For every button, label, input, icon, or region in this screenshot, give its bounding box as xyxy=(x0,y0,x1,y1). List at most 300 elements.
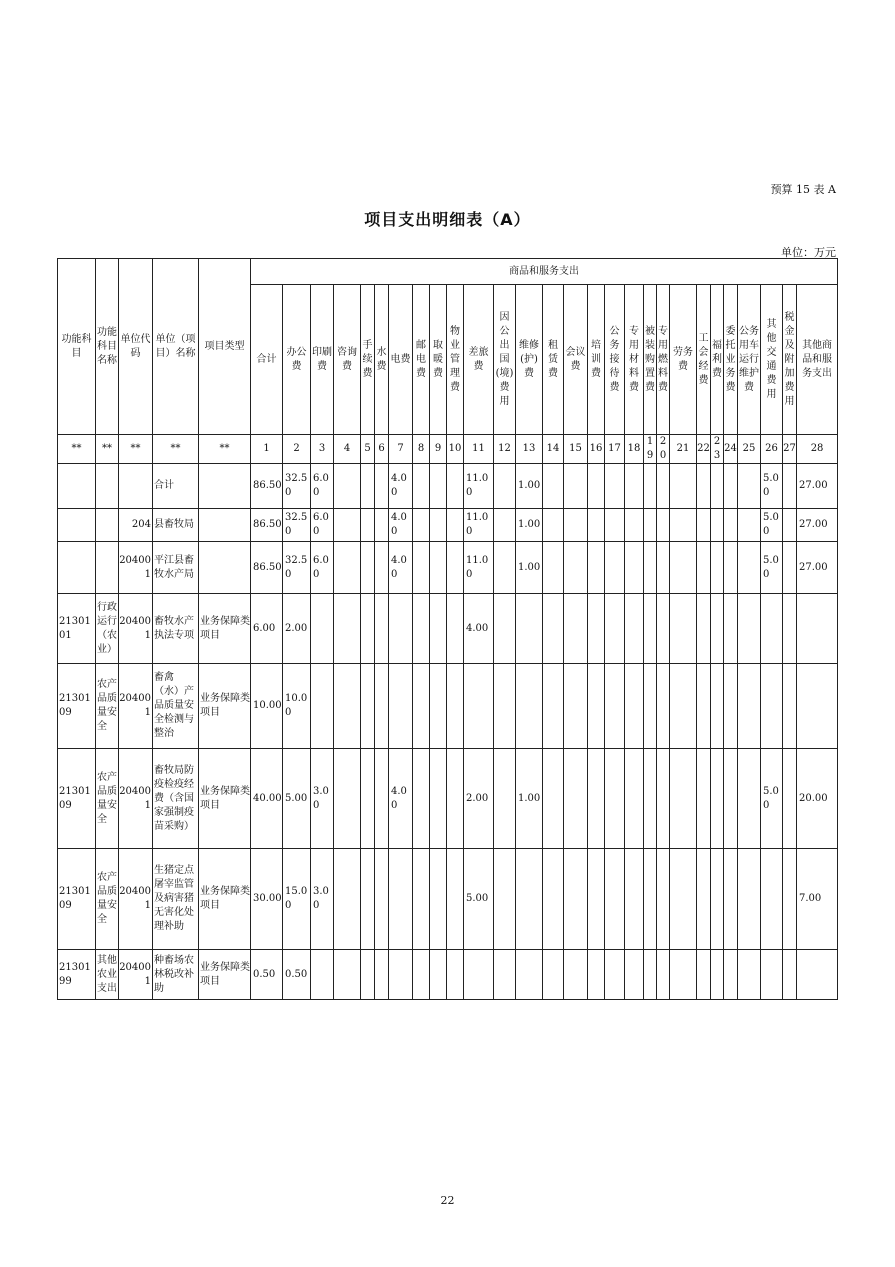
cell-value xyxy=(494,849,516,950)
cell-value xyxy=(413,542,430,594)
cell-value xyxy=(361,594,375,664)
cell-value xyxy=(697,664,711,749)
cell-unit-name: 种畜场农林税改补助 xyxy=(153,950,199,1000)
cell-func-name: 农产品质量安全 xyxy=(96,749,119,849)
table-row xyxy=(58,950,838,1000)
cell-value xyxy=(564,749,588,849)
cell-value xyxy=(670,509,697,542)
column-header: 因公出国(境)费用 xyxy=(494,285,516,435)
cell-value xyxy=(494,749,516,849)
cell-value xyxy=(516,664,543,749)
cell-value xyxy=(447,849,464,950)
cell-value xyxy=(605,664,625,749)
table-row xyxy=(58,509,838,542)
cell-value xyxy=(494,542,516,594)
cell-value xyxy=(516,594,543,664)
cell-value xyxy=(711,464,724,509)
cell-value xyxy=(447,509,464,542)
cell-value xyxy=(711,950,724,1000)
cell-value: 4.00 xyxy=(389,464,413,509)
cell-value xyxy=(605,594,625,664)
cell-value xyxy=(494,664,516,749)
cell-value xyxy=(564,594,588,664)
cell-value xyxy=(724,594,738,664)
cell-value xyxy=(447,749,464,849)
cell-value xyxy=(564,664,588,749)
cell-value xyxy=(375,950,389,1000)
index-cell: 17 xyxy=(605,435,625,464)
cell-func-name: 农产品质量安全 xyxy=(96,849,119,950)
cell-value xyxy=(430,542,447,594)
cell-value xyxy=(389,849,413,950)
cell-func-code xyxy=(58,509,96,542)
cell-value: 4.00 xyxy=(389,542,413,594)
cell-value: 11.00 xyxy=(464,509,494,542)
column-header: 其他交通费用 xyxy=(761,285,783,435)
cell-func-name: 农产品质量安全 xyxy=(96,664,119,749)
cell-value xyxy=(494,950,516,1000)
cell-value: 5.00 xyxy=(464,849,494,950)
index-cell: 22 xyxy=(697,435,711,464)
cell-value xyxy=(657,464,670,509)
column-header: 租赁费 xyxy=(543,285,564,435)
cell-value xyxy=(311,594,334,664)
cell-unit-name: 平江县畜牧水产局 xyxy=(153,542,199,594)
cell-value: 27.00 xyxy=(797,542,838,594)
cell-func-code: 2130199 xyxy=(58,950,96,1000)
cell-value xyxy=(625,509,644,542)
cell-value xyxy=(644,509,657,542)
column-header: 水费 xyxy=(375,285,389,435)
cell-unit-code: 204001 xyxy=(119,664,153,749)
cell-value xyxy=(430,509,447,542)
cell-value xyxy=(375,849,389,950)
cell-value xyxy=(724,542,738,594)
cell-value xyxy=(334,664,361,749)
cell-value xyxy=(761,950,783,1000)
cell-value xyxy=(447,950,464,1000)
cell-value xyxy=(711,664,724,749)
index-cell: 25 xyxy=(738,435,761,464)
cell-value xyxy=(605,542,625,594)
cell-value xyxy=(657,509,670,542)
cell-value xyxy=(644,464,657,509)
cell-value xyxy=(413,664,430,749)
cell-value xyxy=(711,749,724,849)
table-row xyxy=(58,749,838,849)
unit-label: 单位：万元 xyxy=(781,246,836,259)
index-cell: 12 xyxy=(494,435,516,464)
cell-value xyxy=(447,542,464,594)
cell-proj-type: 业务保障类项目 xyxy=(199,749,251,849)
cell-value xyxy=(361,664,375,749)
cell-value xyxy=(711,849,724,950)
cell-value xyxy=(588,664,605,749)
cell-value xyxy=(334,542,361,594)
cell-value xyxy=(797,664,838,749)
cell-value xyxy=(644,542,657,594)
cell-value: 32.50 xyxy=(283,542,311,594)
cell-value xyxy=(543,749,564,849)
cell-value xyxy=(625,749,644,849)
cell-value xyxy=(724,950,738,1000)
cell-value xyxy=(605,749,625,849)
cell-value: 15.00 xyxy=(283,849,311,950)
cell-value xyxy=(413,749,430,849)
column-header: 维修(护)费 xyxy=(516,285,543,435)
cell-value xyxy=(738,464,761,509)
cell-value xyxy=(644,950,657,1000)
cell-value xyxy=(783,464,797,509)
cell-value xyxy=(588,849,605,950)
cell-value xyxy=(430,849,447,950)
cell-value xyxy=(697,849,711,950)
cell-value xyxy=(464,950,494,1000)
cell-value xyxy=(375,542,389,594)
cell-value xyxy=(657,542,670,594)
cell-value xyxy=(697,464,711,509)
table-row xyxy=(58,464,838,509)
cell-unit-code: 204001 xyxy=(119,594,153,664)
cell-func-code xyxy=(58,464,96,509)
cell-unit-name: 畜牧水产执法专项 xyxy=(153,594,199,664)
cell-value xyxy=(543,594,564,664)
column-header: 工会经费 xyxy=(697,285,711,435)
cell-proj-type xyxy=(199,542,251,594)
cell-value xyxy=(311,950,334,1000)
cell-proj-type: 业务保障类项目 xyxy=(199,849,251,950)
index-cell: 6 xyxy=(375,435,389,464)
cell-value xyxy=(389,664,413,749)
index-cell: 27 xyxy=(783,435,797,464)
cell-value xyxy=(697,594,711,664)
cell-value: 10.00 xyxy=(251,664,283,749)
index-cell: 13 xyxy=(516,435,543,464)
cell-value: 32.50 xyxy=(283,464,311,509)
cell-value xyxy=(588,950,605,1000)
cell-unit-name: 畜禽（水）产品质量安全检测与整治 xyxy=(153,664,199,749)
cell-value: 1.00 xyxy=(516,464,543,509)
table-row xyxy=(58,542,838,594)
table-row xyxy=(58,849,838,950)
cell-value xyxy=(389,950,413,1000)
index-cell: 8 xyxy=(413,435,430,464)
index-cell: 10 xyxy=(447,435,464,464)
header-unit-code: 单位代码 xyxy=(119,259,153,435)
cell-value xyxy=(588,542,605,594)
cell-value xyxy=(311,664,334,749)
cell-value xyxy=(738,542,761,594)
cell-value xyxy=(413,509,430,542)
cell-value xyxy=(711,594,724,664)
index-cell: 2 xyxy=(283,435,311,464)
cell-func-code: 2130109 xyxy=(58,664,96,749)
cell-value: 86.50 xyxy=(251,509,283,542)
index-cell: 16 xyxy=(588,435,605,464)
cell-value xyxy=(430,749,447,849)
index-cell: 26 xyxy=(761,435,783,464)
cell-value xyxy=(697,749,711,849)
column-header: 印刷费 xyxy=(311,285,334,435)
cell-value xyxy=(334,849,361,950)
cell-func-name: 行政运行（农业） xyxy=(96,594,119,664)
index-cell: 1 xyxy=(251,435,283,464)
index-cell: 15 xyxy=(564,435,588,464)
cell-value xyxy=(494,594,516,664)
cell-proj-type xyxy=(199,464,251,509)
column-header: 电费 xyxy=(389,285,413,435)
cell-func-code: 2130109 xyxy=(58,849,96,950)
cell-value xyxy=(605,849,625,950)
cell-value xyxy=(711,542,724,594)
cell-unit-name: 县畜牧局 xyxy=(153,509,199,542)
cell-value xyxy=(430,594,447,664)
cell-value xyxy=(738,950,761,1000)
index-cell: 4 xyxy=(334,435,361,464)
cell-value xyxy=(334,594,361,664)
cell-value xyxy=(711,509,724,542)
cell-value xyxy=(361,950,375,1000)
cell-unit-name: 合计 xyxy=(153,464,199,509)
cell-func-code: 2130109 xyxy=(58,749,96,849)
cell-value: 4.00 xyxy=(389,749,413,849)
cell-value xyxy=(724,849,738,950)
cell-value: 40.00 xyxy=(251,749,283,849)
cell-value xyxy=(670,542,697,594)
cell-value xyxy=(783,664,797,749)
cell-unit-code: 204001 xyxy=(119,749,153,849)
cell-value xyxy=(724,464,738,509)
cell-value xyxy=(494,509,516,542)
cell-value xyxy=(738,749,761,849)
cell-value xyxy=(543,542,564,594)
cell-func-name: 其他农业支出 xyxy=(96,950,119,1000)
cell-value xyxy=(625,594,644,664)
column-header: 手续费 xyxy=(361,285,375,435)
cell-value xyxy=(564,464,588,509)
column-header: 福利费 xyxy=(711,285,724,435)
index-cell: ** xyxy=(119,435,153,464)
cell-value xyxy=(334,749,361,849)
cell-value xyxy=(430,664,447,749)
column-header: 公务接待费 xyxy=(605,285,625,435)
column-header: 劳务费 xyxy=(670,285,697,435)
table-row xyxy=(58,664,838,749)
cell-unit-name: 生猪定点屠宰监管及病害猪无害化处理补助 xyxy=(153,849,199,950)
cell-value: 3.00 xyxy=(311,849,334,950)
index-cell: ** xyxy=(153,435,199,464)
cell-value: 5.00 xyxy=(761,464,783,509)
cell-value xyxy=(447,664,464,749)
table-code: 预算 15 表 A xyxy=(770,183,836,196)
cell-value xyxy=(783,594,797,664)
cell-value xyxy=(464,664,494,749)
index-cell: 20 xyxy=(657,435,670,464)
column-header: 物业管理费 xyxy=(447,285,464,435)
cell-value xyxy=(361,464,375,509)
column-header: 培训费 xyxy=(588,285,605,435)
cell-value: 0.50 xyxy=(283,950,311,1000)
cell-value xyxy=(605,950,625,1000)
cell-value: 7.00 xyxy=(797,849,838,950)
expense-table xyxy=(57,258,838,1000)
header-func-name: 功能科目名称 xyxy=(96,259,119,435)
cell-value xyxy=(389,594,413,664)
cell-value xyxy=(564,950,588,1000)
cell-value xyxy=(375,749,389,849)
column-header: 取暖费 xyxy=(430,285,447,435)
cell-value xyxy=(361,849,375,950)
cell-value xyxy=(625,849,644,950)
cell-proj-type: 业务保障类项目 xyxy=(199,664,251,749)
page-number: 22 xyxy=(440,1194,455,1207)
cell-value xyxy=(605,509,625,542)
header-group: 商品和服务支出 xyxy=(251,259,838,285)
cell-value xyxy=(797,594,838,664)
cell-value xyxy=(724,749,738,849)
cell-value xyxy=(447,464,464,509)
cell-value xyxy=(413,594,430,664)
cell-value xyxy=(375,594,389,664)
cell-value xyxy=(670,664,697,749)
cell-value xyxy=(625,464,644,509)
cell-value xyxy=(761,664,783,749)
cell-value xyxy=(670,464,697,509)
cell-value: 6.00 xyxy=(251,594,283,664)
page-title: 项目支出明细表（A） xyxy=(364,210,531,229)
cell-value xyxy=(761,594,783,664)
cell-value: 5.00 xyxy=(761,749,783,849)
cell-value xyxy=(657,849,670,950)
column-header: 邮电费 xyxy=(413,285,430,435)
cell-unit-code: 204001 xyxy=(119,542,153,594)
cell-value xyxy=(644,664,657,749)
cell-value xyxy=(697,509,711,542)
cell-value xyxy=(564,509,588,542)
cell-value xyxy=(588,594,605,664)
column-header: 委托业务费 xyxy=(724,285,738,435)
cell-value xyxy=(657,664,670,749)
cell-value xyxy=(625,664,644,749)
cell-value: 30.00 xyxy=(251,849,283,950)
cell-value xyxy=(564,542,588,594)
cell-value xyxy=(516,849,543,950)
cell-value xyxy=(588,509,605,542)
cell-value: 5.00 xyxy=(761,509,783,542)
cell-value: 27.00 xyxy=(797,509,838,542)
cell-value xyxy=(738,664,761,749)
index-cell: ** xyxy=(199,435,251,464)
cell-value: 1.00 xyxy=(516,509,543,542)
cell-value: 6.00 xyxy=(311,509,334,542)
cell-value xyxy=(657,594,670,664)
table-row xyxy=(58,594,838,664)
cell-value xyxy=(783,950,797,1000)
cell-unit-code: 204 xyxy=(119,509,153,542)
column-header: 合计 xyxy=(251,285,283,435)
column-header: 差旅费 xyxy=(464,285,494,435)
cell-value: 3.00 xyxy=(311,749,334,849)
cell-value xyxy=(670,950,697,1000)
cell-value xyxy=(494,464,516,509)
cell-value xyxy=(543,464,564,509)
cell-func-name xyxy=(96,509,119,542)
cell-value xyxy=(783,509,797,542)
cell-value xyxy=(670,849,697,950)
cell-value xyxy=(625,950,644,1000)
cell-value xyxy=(413,464,430,509)
cell-value: 5.00 xyxy=(761,542,783,594)
cell-value: 2.00 xyxy=(283,594,311,664)
column-header: 专用燃料费 xyxy=(657,285,670,435)
index-cell: 19 xyxy=(644,435,657,464)
cell-value xyxy=(761,849,783,950)
cell-value xyxy=(657,749,670,849)
cell-value: 4.00 xyxy=(389,509,413,542)
column-header: 办公费 xyxy=(283,285,311,435)
cell-value: 27.00 xyxy=(797,464,838,509)
cell-value xyxy=(413,849,430,950)
cell-value xyxy=(430,464,447,509)
cell-value xyxy=(375,664,389,749)
cell-value xyxy=(797,950,838,1000)
column-header: 专用材料费 xyxy=(625,285,644,435)
header-func-code: 功能科目 xyxy=(58,259,96,435)
column-header: 咨询费 xyxy=(334,285,361,435)
index-cell: ** xyxy=(58,435,96,464)
cell-value: 10.00 xyxy=(283,664,311,749)
cell-value: 4.00 xyxy=(464,594,494,664)
cell-value xyxy=(783,849,797,950)
cell-value: 11.00 xyxy=(464,542,494,594)
header-project-type: 项目类型 xyxy=(199,259,251,435)
index-cell: 11 xyxy=(464,435,494,464)
cell-value xyxy=(724,509,738,542)
cell-value: 1.00 xyxy=(516,542,543,594)
cell-value xyxy=(543,950,564,1000)
cell-value: 2.00 xyxy=(464,749,494,849)
cell-value xyxy=(361,509,375,542)
cell-value xyxy=(724,664,738,749)
cell-func-name xyxy=(96,542,119,594)
cell-value xyxy=(375,464,389,509)
column-header: 其他商品和服务支出 xyxy=(797,285,838,435)
cell-value xyxy=(334,464,361,509)
cell-value xyxy=(670,594,697,664)
cell-value xyxy=(783,749,797,849)
index-cell: 28 xyxy=(797,435,838,464)
cell-unit-code: 204001 xyxy=(119,849,153,950)
column-header: 公务用车运行维护费 xyxy=(738,285,761,435)
index-cell: 18 xyxy=(625,435,644,464)
cell-value xyxy=(783,542,797,594)
cell-value xyxy=(697,950,711,1000)
cell-value xyxy=(543,849,564,950)
cell-unit-code: 204001 xyxy=(119,950,153,1000)
column-header: 税金及附加费用 xyxy=(783,285,797,435)
cell-value xyxy=(361,749,375,849)
cell-value xyxy=(334,950,361,1000)
cell-value xyxy=(644,849,657,950)
cell-proj-type: 业务保障类项目 xyxy=(199,594,251,664)
cell-value: 1.00 xyxy=(516,749,543,849)
cell-value: 0.50 xyxy=(251,950,283,1000)
cell-proj-type xyxy=(199,509,251,542)
header-unit-name: 单位（项目）名称 xyxy=(153,259,199,435)
cell-value xyxy=(657,950,670,1000)
index-cell: 5 xyxy=(361,435,375,464)
cell-value xyxy=(644,749,657,849)
